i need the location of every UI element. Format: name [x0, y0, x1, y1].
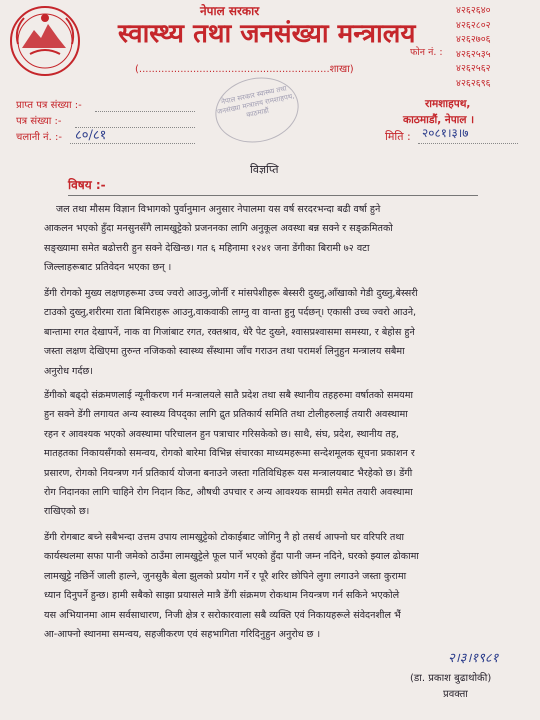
address-city: काठमाडौं, नेपाल ।: [403, 114, 475, 126]
branch-line: (............................................................शाखा): [135, 64, 354, 75]
paragraph-line: डेंगी रोगको मुख्य लक्षणहरूमा उच्च ज्वरो आउनु,जोर्नी र मांसपेशीहरू बेस्सरी दुख्नु,आँखाको गेडी दुख्नु,बेस्सरी: [44, 288, 418, 299]
paragraph: [44, 386, 510, 522]
signature: २।३।१९८१: [448, 651, 499, 666]
paragraph-line: अनुरोध गर्दछ।: [44, 365, 93, 377]
paragraph: [44, 528, 510, 644]
paragraph-line: बान्तामा रगत देखापर्ने, नाक वा गिजांबाट रगत, रक्तश्राव, धेरै पेट दुख्ने, श्वासप्रश्वासमा समस्या, र बेहोस हुने: [44, 326, 415, 338]
office-stamp: नेपाल सरकार स्वास्थ्य तथा जनसंख्या मन्त्रालय रामशाहपथ, काठमाडौं: [209, 70, 304, 150]
paragraph: [44, 284, 510, 381]
paragraph-line: ध्यान दिनुपर्ने हुन्छ। हामी सबैको साझा प्रयासले मात्रै डेंगी संक्रमण रोकथाम नियन्त्रण गर्न सकिने भएकोले: [44, 590, 400, 602]
letter-no-label: पत्र संख्या :-: [16, 116, 62, 127]
paragraph: [44, 200, 510, 278]
paragraph-line: प्रसारण, रोगको नियन्त्रण गर्न प्रतिकार्य योजना बनाउने जस्ता गतिविधिहरू यस मन्त्रालयबाट भैरहेको छ। डेंगी: [44, 467, 413, 479]
paragraph-line: हुन सक्ने डेंगी लगायत अन्य स्वास्थ्य विपद्का लागि द्रुत प्रतिकार्य समिति तथा टोलीहरुलाई तयारी अवस्थामा: [44, 409, 408, 421]
paragraph-line: मातहतका निकायसँगको समन्वय, रोगको बारेमा विभिन्न संचारका माध्यमहरूमा सन्देशमूलक सूचना प्रकाशन र: [44, 448, 415, 460]
paragraph-line: आ-आफ्नो स्थानमा समन्वय, सहजीकरण एवं सहभागिता गरिदिनुहुन अनुरोध छ ।: [44, 629, 321, 641]
dispatch-no-value: ८०/८१: [75, 128, 107, 143]
paragraph-line: जल तथा मौसम विज्ञान विभागको पुर्वानुमान अनुसार नेपालमा यस वर्ष सरदरभन्दा बढी वर्षा हुने: [56, 204, 381, 215]
paragraph-line: टाउको दुख्नु,शरीरमा राता बिमिराहरू आउनु,वाकवाकी लाग्नु वा वान्ता हुनु पर्दछन्। एकासी उच्च ज्वरो आउने,: [44, 307, 417, 319]
nepal-emblem-icon: [8, 4, 82, 78]
subject-label: विषय :-: [68, 178, 106, 192]
paragraph-line: सङ्ख्यामा समेत बढोत्तरी हुन सक्ने देखिन्छ। गत ६ महिनामा १२४१ जना डेंगीका बिरामी ७२ वटा: [44, 242, 370, 254]
divider: [70, 143, 195, 144]
paragraph-line: कार्यस्थलमा सफा पानी जमेको ठाउँमा लामखुट्टेले फूल पार्ने भएको हुँदा पानी जम्न नदिने, घरको झ्याल ढोकामा: [44, 551, 419, 563]
paragraph-line: राखिएको छ।: [44, 506, 90, 518]
phone-number: ४२६२६४०: [456, 5, 491, 16]
paragraph-line: रहन र आवश्यक भएको अवस्थामा परिचालन हुन पत्राचार गरिसकेको छ। साथै, संघ, प्रदेश, स्थानीय तह,: [44, 428, 399, 440]
date-label: मिति :: [385, 130, 411, 143]
phone-number: ४२६२६९६: [456, 77, 491, 89]
address-street: रामशाहपथ,: [425, 98, 471, 110]
received-letter-no-label: प्राप्त पत्र संख्या :-: [16, 100, 82, 111]
date-value: २०८१।३।७: [422, 126, 469, 140]
paragraph-line: जस्ता लक्षण देखिएमा तुरुन्त नजिकको स्वास्थ्य सँस्थामा जाँच गराउन तथा परामर्श लिनुहुन मन्त्रालय सबैमा: [44, 346, 405, 358]
phone-list: [456, 4, 491, 91]
paragraph-line: डेंगी रोगबाट बच्ने सबैभन्दा उत्तम उपाय लामखुट्टेको टोकाईबाट जोगिनु नै हो तसर्थ आफ्नो घर वरिपरि तथा: [44, 532, 404, 543]
subject-underline: [68, 195, 478, 196]
signer-role: प्रवक्ता: [443, 689, 468, 700]
phone-number: ४२६२५३५: [456, 48, 491, 60]
signer-name: (डा. प्रकाश बुढाथोकी): [410, 673, 492, 684]
government-label: नेपाल सरकार: [200, 4, 260, 18]
divider: [418, 143, 518, 144]
paragraph-line: डेंगीको बढ्दो संक्रमणलाई न्यूनीकरण गर्न मन्त्रालयले सातै प्रदेश तथा सबै स्थानीय तहहरुमा वर्षातको समयमा: [44, 390, 413, 401]
phone-number: ४२६२५६२: [456, 63, 491, 74]
notice-title: विज्ञप्ति: [250, 163, 279, 176]
dispatch-no-label: चलानी नं. :-: [16, 132, 62, 143]
divider: [75, 127, 195, 128]
paragraph-line: लामखुट्टे नछिर्ने जाली हाल्ने, जुनसुकै बेला झुलको प्रयोग गर्ने र पूरै शरिर छोपिने लुगा लगाउने जस्ता कुरामा: [44, 570, 407, 582]
ministry-title: स्वास्थ्य तथा जनसंख्या मन्त्रालय: [118, 19, 416, 49]
phone-number: ४२६२७०६: [456, 34, 491, 45]
phone-number: ४२६२८०२: [456, 19, 491, 31]
phone-label: फोन नं. :: [410, 47, 443, 58]
paragraph-line: रोग निदानका लागि चाहिने रोग निदान किट, औषधी उपचार र अन्य आवश्यक सामग्री समेत तयारी अवस्थामा: [44, 487, 413, 499]
paragraph-line: आकलन भएको हुँदा मनसुनसँगै लामखुट्टेको प्रजननका लागि अनुकूल अवस्था बन्न सक्ने र सङ्क्रमितको: [44, 223, 393, 235]
paragraph-line: जिल्लाहरूबाट प्रतिवेदन भएका छन् ।: [44, 262, 172, 274]
divider: [95, 111, 195, 112]
paragraph-line: यस अभियानमा आम सर्वसाधारण, निजी क्षेत्र र सरोकारवाला सबै व्यक्ति एवं निकायहरूले संवेदनशील भैंं: [44, 609, 401, 621]
